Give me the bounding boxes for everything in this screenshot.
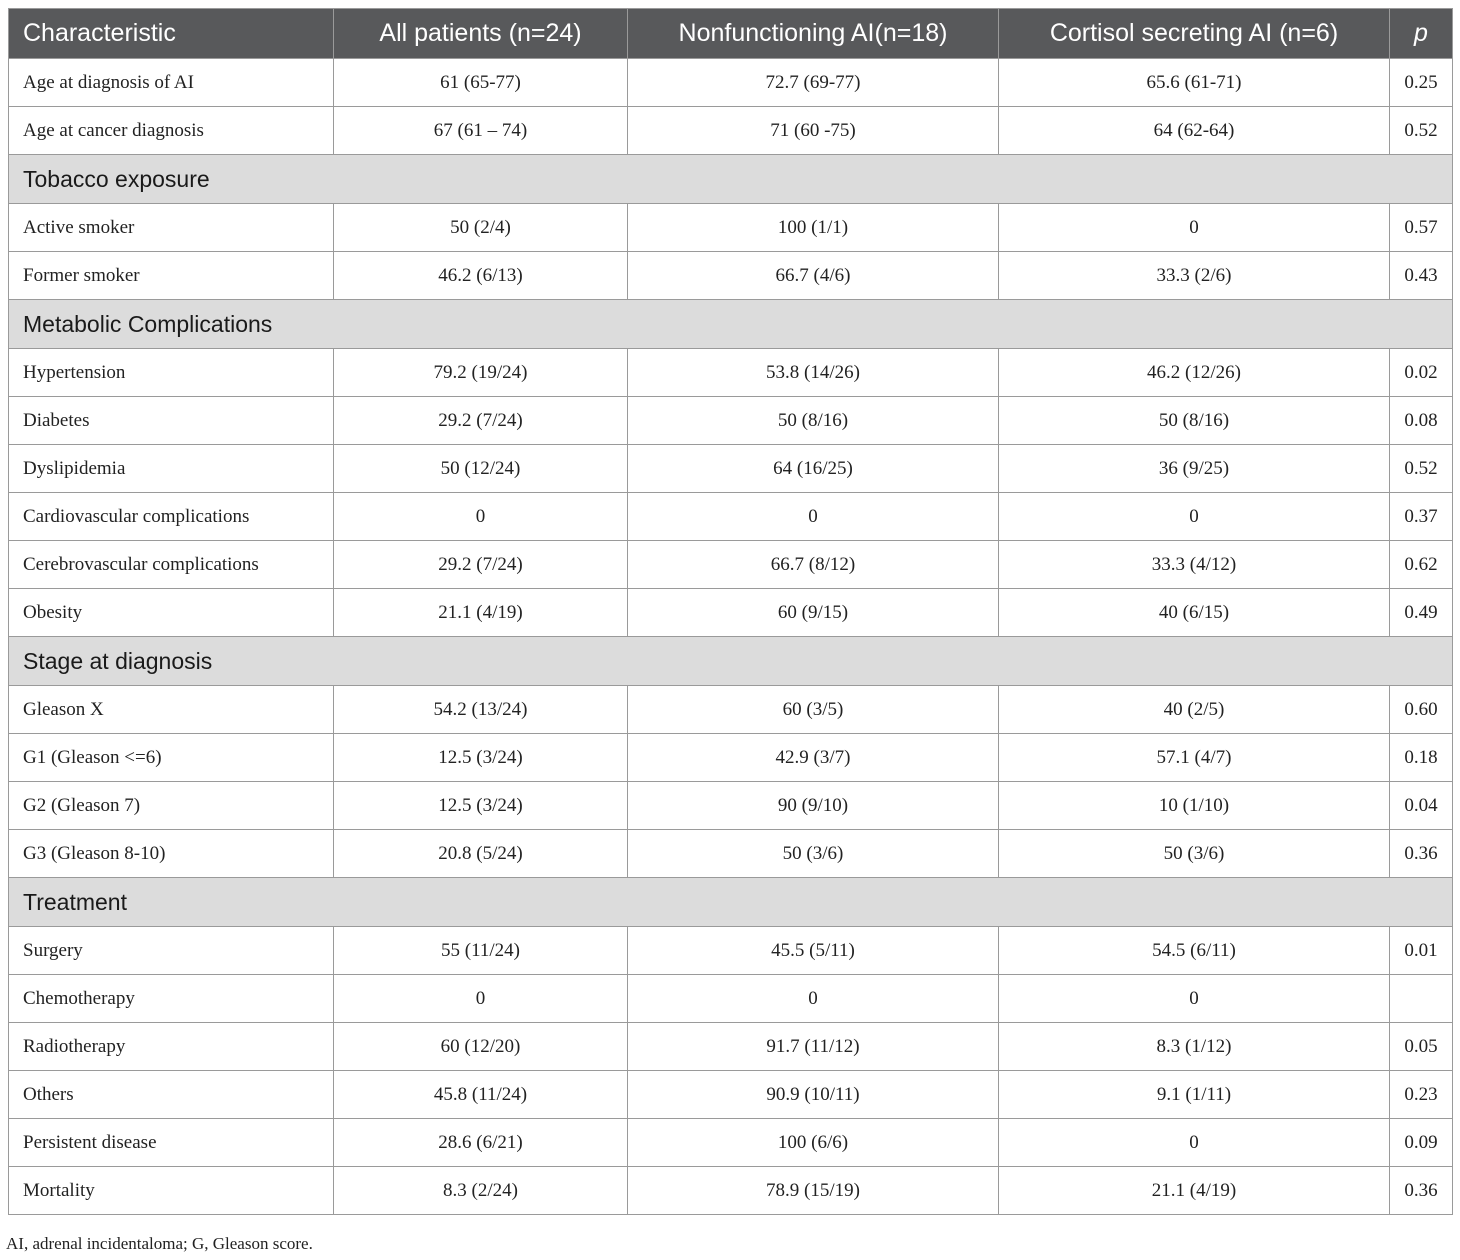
all-patients-cell: 45.8 (11/24) xyxy=(334,1071,628,1119)
row-label: G2 (Gleason 7) xyxy=(9,782,334,830)
cortisol-secreting-cell: 57.1 (4/7) xyxy=(999,734,1390,782)
row-label: Gleason X xyxy=(9,686,334,734)
cortisol-secreting-cell: 50 (8/16) xyxy=(999,397,1390,445)
section-header-row xyxy=(9,878,1453,927)
cortisol-secreting-cell: 33.3 (4/12) xyxy=(999,541,1390,589)
table-row xyxy=(9,541,1453,589)
nonfunctioning-cell: 66.7 (8/12) xyxy=(628,541,999,589)
table-row xyxy=(9,1023,1453,1071)
all-patients-cell: 55 (11/24) xyxy=(334,927,628,975)
all-patients-cell: 50 (2/4) xyxy=(334,204,628,252)
p-value-cell: 0.57 xyxy=(1390,204,1453,252)
p-value-cell: 0.49 xyxy=(1390,589,1453,637)
table-row xyxy=(9,107,1453,155)
nonfunctioning-cell: 50 (3/6) xyxy=(628,830,999,878)
cortisol-secreting-cell: 40 (6/15) xyxy=(999,589,1390,637)
p-value-cell: 0.04 xyxy=(1390,782,1453,830)
table-row xyxy=(9,59,1453,107)
section-label: Stage at diagnosis xyxy=(9,637,1453,686)
p-value-cell: 0.37 xyxy=(1390,493,1453,541)
nonfunctioning-cell: 60 (9/15) xyxy=(628,589,999,637)
cortisol-secreting-cell: 33.3 (2/6) xyxy=(999,252,1390,300)
table-row xyxy=(9,1071,1453,1119)
all-patients-cell: 54.2 (13/24) xyxy=(334,686,628,734)
table-row xyxy=(9,204,1453,252)
cortisol-secreting-cell: 0 xyxy=(999,493,1390,541)
nonfunctioning-cell: 42.9 (3/7) xyxy=(628,734,999,782)
all-patients-cell: 0 xyxy=(334,975,628,1023)
table-footnote: AI, adrenal incidentaloma; G, Gleason score. xyxy=(6,1234,313,1253)
table-row xyxy=(9,445,1453,493)
all-patients-cell: 60 (12/20) xyxy=(334,1023,628,1071)
row-label: Others xyxy=(9,1071,334,1119)
p-value-cell: 0.36 xyxy=(1390,830,1453,878)
nonfunctioning-cell: 64 (16/25) xyxy=(628,445,999,493)
table-row xyxy=(9,927,1453,975)
section-header-row xyxy=(9,637,1453,686)
cortisol-secreting-cell: 9.1 (1/11) xyxy=(999,1071,1390,1119)
characteristics-table-container xyxy=(8,8,1452,1215)
header-cortisol-secreting-ai: Cortisol secreting AI (n=6) xyxy=(999,9,1390,59)
section-header-row xyxy=(9,300,1453,349)
nonfunctioning-cell: 100 (1/1) xyxy=(628,204,999,252)
cortisol-secreting-cell: 0 xyxy=(999,975,1390,1023)
row-label: Hypertension xyxy=(9,349,334,397)
all-patients-cell: 28.6 (6/21) xyxy=(334,1119,628,1167)
p-value-cell xyxy=(1390,975,1453,1023)
table-row xyxy=(9,830,1453,878)
cortisol-secreting-cell: 0 xyxy=(999,1119,1390,1167)
cortisol-secreting-cell: 40 (2/5) xyxy=(999,686,1390,734)
section-label: Tobacco exposure xyxy=(9,155,1453,204)
row-label: Dyslipidemia xyxy=(9,445,334,493)
characteristics-table xyxy=(8,8,1453,1215)
table-row xyxy=(9,589,1453,637)
all-patients-cell: 12.5 (3/24) xyxy=(334,734,628,782)
cortisol-secreting-cell: 10 (1/10) xyxy=(999,782,1390,830)
row-label: Diabetes xyxy=(9,397,334,445)
row-label: Age at cancer diagnosis xyxy=(9,107,334,155)
all-patients-cell: 46.2 (6/13) xyxy=(334,252,628,300)
section-header-row xyxy=(9,155,1453,204)
p-value-cell: 0.23 xyxy=(1390,1071,1453,1119)
p-value-cell: 0.62 xyxy=(1390,541,1453,589)
all-patients-cell: 67 (61 – 74) xyxy=(334,107,628,155)
p-value-cell: 0.01 xyxy=(1390,927,1453,975)
p-value-cell: 0.60 xyxy=(1390,686,1453,734)
row-label: Age at diagnosis of AI xyxy=(9,59,334,107)
table-row xyxy=(9,493,1453,541)
nonfunctioning-cell: 53.8 (14/26) xyxy=(628,349,999,397)
table-body xyxy=(9,59,1453,1215)
p-value-cell: 0.08 xyxy=(1390,397,1453,445)
all-patients-cell: 61 (65-77) xyxy=(334,59,628,107)
row-label: Former smoker xyxy=(9,252,334,300)
header-all-patients: All patients (n=24) xyxy=(334,9,628,59)
cortisol-secreting-cell: 21.1 (4/19) xyxy=(999,1167,1390,1215)
cortisol-secreting-cell: 65.6 (61-71) xyxy=(999,59,1390,107)
nonfunctioning-cell: 78.9 (15/19) xyxy=(628,1167,999,1215)
section-label: Treatment xyxy=(9,878,1453,927)
header-p-value: p xyxy=(1390,9,1453,59)
row-label: Surgery xyxy=(9,927,334,975)
nonfunctioning-cell: 0 xyxy=(628,493,999,541)
p-value-cell: 0.02 xyxy=(1390,349,1453,397)
row-label: Chemotherapy xyxy=(9,975,334,1023)
p-value-cell: 0.25 xyxy=(1390,59,1453,107)
p-value-cell: 0.43 xyxy=(1390,252,1453,300)
nonfunctioning-cell: 66.7 (4/6) xyxy=(628,252,999,300)
nonfunctioning-cell: 100 (6/6) xyxy=(628,1119,999,1167)
all-patients-cell: 12.5 (3/24) xyxy=(334,782,628,830)
table-header-row xyxy=(9,9,1453,59)
header-nonfunctioning-ai: Nonfunctioning AI(n=18) xyxy=(628,9,999,59)
p-value-cell: 0.52 xyxy=(1390,445,1453,493)
header-characteristic: Characteristic xyxy=(9,9,334,59)
table-row xyxy=(9,975,1453,1023)
all-patients-cell: 0 xyxy=(334,493,628,541)
p-value-cell: 0.18 xyxy=(1390,734,1453,782)
table-row xyxy=(9,1119,1453,1167)
all-patients-cell: 20.8 (5/24) xyxy=(334,830,628,878)
nonfunctioning-cell: 45.5 (5/11) xyxy=(628,927,999,975)
nonfunctioning-cell: 71 (60 -75) xyxy=(628,107,999,155)
cortisol-secreting-cell: 50 (3/6) xyxy=(999,830,1390,878)
nonfunctioning-cell: 50 (8/16) xyxy=(628,397,999,445)
row-label: Cerebrovascular complications xyxy=(9,541,334,589)
nonfunctioning-cell: 91.7 (11/12) xyxy=(628,1023,999,1071)
table-row xyxy=(9,397,1453,445)
nonfunctioning-cell: 72.7 (69-77) xyxy=(628,59,999,107)
all-patients-cell: 29.2 (7/24) xyxy=(334,541,628,589)
cortisol-secreting-cell: 64 (62-64) xyxy=(999,107,1390,155)
p-value-cell: 0.36 xyxy=(1390,1167,1453,1215)
nonfunctioning-cell: 0 xyxy=(628,975,999,1023)
table-row xyxy=(9,349,1453,397)
row-label: G3 (Gleason 8-10) xyxy=(9,830,334,878)
all-patients-cell: 21.1 (4/19) xyxy=(334,589,628,637)
table-row xyxy=(9,686,1453,734)
row-label: Cardiovascular complications xyxy=(9,493,334,541)
all-patients-cell: 29.2 (7/24) xyxy=(334,397,628,445)
table-row xyxy=(9,734,1453,782)
cortisol-secreting-cell: 54.5 (6/11) xyxy=(999,927,1390,975)
p-value-cell: 0.09 xyxy=(1390,1119,1453,1167)
row-label: Obesity xyxy=(9,589,334,637)
p-value-cell: 0.52 xyxy=(1390,107,1453,155)
all-patients-cell: 8.3 (2/24) xyxy=(334,1167,628,1215)
nonfunctioning-cell: 60 (3/5) xyxy=(628,686,999,734)
nonfunctioning-cell: 90 (9/10) xyxy=(628,782,999,830)
section-label: Metabolic Complications xyxy=(9,300,1453,349)
cortisol-secreting-cell: 0 xyxy=(999,204,1390,252)
row-label: Radiotherapy xyxy=(9,1023,334,1071)
row-label: G1 (Gleason <=6) xyxy=(9,734,334,782)
table-row xyxy=(9,782,1453,830)
all-patients-cell: 79.2 (19/24) xyxy=(334,349,628,397)
table-row xyxy=(9,1167,1453,1215)
all-patients-cell: 50 (12/24) xyxy=(334,445,628,493)
row-label: Persistent disease xyxy=(9,1119,334,1167)
row-label: Active smoker xyxy=(9,204,334,252)
p-value-cell: 0.05 xyxy=(1390,1023,1453,1071)
nonfunctioning-cell: 90.9 (10/11) xyxy=(628,1071,999,1119)
table-row xyxy=(9,252,1453,300)
cortisol-secreting-cell: 36 (9/25) xyxy=(999,445,1390,493)
row-label: Mortality xyxy=(9,1167,334,1215)
cortisol-secreting-cell: 8.3 (1/12) xyxy=(999,1023,1390,1071)
cortisol-secreting-cell: 46.2 (12/26) xyxy=(999,349,1390,397)
